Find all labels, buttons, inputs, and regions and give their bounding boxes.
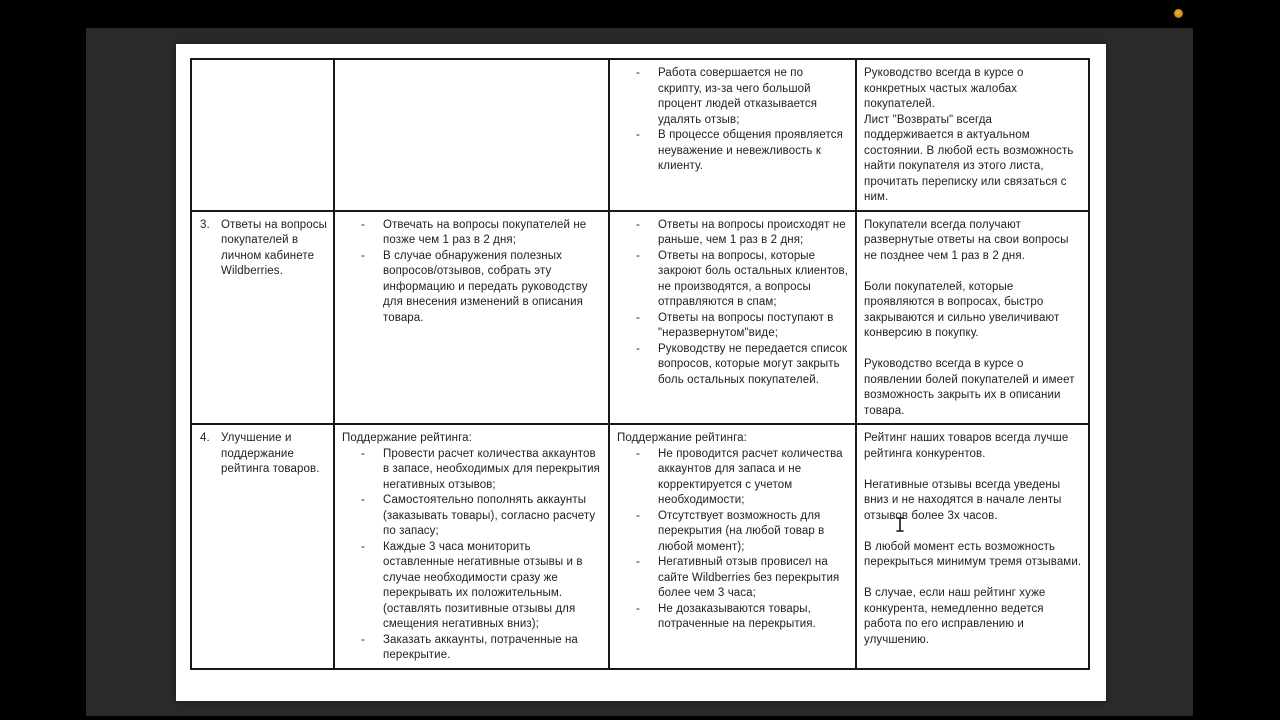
bullet-text: Отсутствует возможность для перекрытия (на любой товар в любой момент); — [658, 509, 825, 553]
table-row — [191, 424, 1089, 669]
bullet-item — [615, 342, 850, 389]
bullet-text: Ответы на вопросы поступают в "неразвернутом"виде; — [658, 311, 834, 339]
paragraph: Поддержание рейтинга: — [617, 432, 747, 444]
bullet-item — [615, 249, 850, 311]
policy-table-body — [191, 59, 1089, 669]
cell-violations[interactable] — [609, 424, 856, 669]
bullet-item — [340, 249, 603, 327]
bullet-text: Ответы на вопросы происходят не раньше, чем 1 раз в 2 дня; — [658, 218, 846, 246]
bullet-dash: - — [636, 129, 640, 141]
cell-outcomes[interactable] — [856, 211, 1089, 425]
paragraph: В любой момент есть возможность перекрыться минимум тремя отзывами. — [864, 540, 1082, 568]
bullet-text: Заказать аккаунты, потраченные на перекрытие. — [383, 633, 578, 661]
bullet-dash: - — [636, 509, 640, 522]
bullet-dash: - — [361, 218, 365, 231]
cell-violations[interactable] — [609, 211, 856, 425]
cell-duties[interactable] — [334, 59, 609, 211]
bullet-item — [615, 218, 850, 249]
bullet-text: Отвечать на вопросы покупателей не позже чем 1 раз в 2 дня; — [383, 218, 587, 246]
cell-duties[interactable] — [334, 424, 609, 669]
cell-outcomes[interactable] — [856, 59, 1089, 211]
bullet-text: Провести расчет количества аккаунтов в запасе, необходимых для перекрытия негативных отзывов; — [383, 447, 600, 491]
bullet-dash: - — [636, 556, 640, 568]
bullet-item — [340, 218, 603, 249]
bullet-item — [340, 633, 603, 664]
bullet-item — [615, 555, 850, 602]
bullet-text: Руководству не передается список вопросов, которые могут закрыть боль остальных покупателей. — [658, 342, 848, 386]
paragraph: Негативные отзывы всегда уведены вниз и не находятся в начале ленты отзывов более 3х часов. — [864, 478, 1062, 522]
bullet-dash: - — [636, 342, 640, 355]
cell-topic[interactable] — [191, 211, 334, 425]
bullet-text: Самостоятельно пополнять аккаунты (заказывать товары), согласно расчету по запасу; — [383, 494, 596, 537]
topic-title: Улучшение и поддержание рейтинга товаров. — [221, 432, 320, 475]
bullet-text: Ответы на вопросы, которые закроют боль остальных клиентов, не производятся, а вопросы отправляются в спам; — [658, 249, 848, 308]
app-window — [86, 28, 1193, 716]
paragraph: Руководство всегда в курсе о конкретных частых жалобах покупателей. — [864, 67, 1024, 110]
table-row — [191, 59, 1089, 211]
paragraph: Лист "Возвраты" всегда поддерживается в актуальном состоянии. В любой есть возможность найти покупателя из этого листа, прочитать переписку или связаться с ним. — [864, 113, 1074, 203]
bullet-dash: - — [636, 311, 640, 324]
bullet-text: В процессе общения проявляется неуважение и невежливость к клиенту. — [658, 129, 843, 172]
paragraph-gap — [862, 462, 1083, 478]
topic-item — [197, 431, 328, 478]
bullet-dash: - — [361, 494, 365, 506]
bullet-dash: - — [636, 447, 640, 460]
bullet-dash: - — [361, 447, 365, 460]
bullet-dash: - — [636, 249, 640, 262]
bullet-text: Работа совершается не по скрипту, из-за чего большой процент людей отказывается удалять отзыв; — [658, 67, 818, 126]
bullet-dash: - — [361, 633, 365, 646]
cell-topic[interactable] — [191, 424, 334, 669]
bullet-item — [615, 66, 850, 128]
paragraph: Руководство всегда в курсе о появлении болей покупателей и имеет возможность закрыть их в описании товара. — [864, 358, 1075, 417]
paragraph-gap — [862, 342, 1083, 358]
bullet-item — [615, 602, 850, 633]
recording-indicator-icon — [1174, 9, 1183, 18]
topic-number: 3. — [200, 218, 210, 231]
paragraph: Покупатели всегда получают развернутые ответы на свои вопросы не позднее чем 1 раз в 2 дня. — [864, 218, 1069, 262]
bullet-dash: - — [636, 67, 640, 79]
cell-outcomes[interactable] — [856, 424, 1089, 669]
bullet-item — [340, 447, 603, 494]
paragraph: Боли покупателей, которые проявляются в вопросах, быстро закрываются и сильно увеличивают конверсию в покупку. — [864, 280, 1060, 339]
document-page[interactable] — [176, 44, 1106, 701]
topic-title: Ответы на вопросы покупателей в личном кабинете Wildberries. — [221, 218, 327, 277]
bullet-text: Не дозаказываются товары, потраченные на перекрытия. — [658, 602, 816, 630]
bullet-text: Каждые 3 часа мониторить оставленные негативные отзывы и в случае необходимости сразу же перекрывать их положительным. (оставлять позитивные отзывы для смещения негативных вниз); — [383, 540, 583, 630]
paragraph-gap — [862, 571, 1083, 587]
bullet-item — [615, 509, 850, 556]
bullet-item — [615, 128, 850, 175]
policy-table — [190, 58, 1090, 670]
bullet-item — [340, 540, 603, 633]
cell-duties[interactable] — [334, 211, 609, 425]
paragraph: В случае, если наш рейтинг хуже конкурента, немедленно ведется работа по его исправлению и улучшению. — [864, 587, 1046, 646]
bullet-text: В случае обнаружения полезных вопросов/отзывов, собрать эту информацию и передать руководству для внесения изменений в описания товара. — [383, 249, 588, 324]
bullet-text: Не проводится расчет количества аккаунтов для запаса и не корректируется с учетом необходимости; — [658, 447, 843, 506]
cell-violations[interactable] — [609, 59, 856, 211]
table-row — [191, 211, 1089, 425]
bullet-text: Негативный отзыв провисел на сайте Wildberries без перекрытия более чем 3 часа; — [658, 556, 840, 599]
cell-topic[interactable] — [191, 59, 334, 211]
topic-item — [197, 218, 328, 280]
bullet-dash: - — [636, 218, 640, 231]
topic-number: 4. — [200, 432, 210, 444]
bullet-item — [615, 311, 850, 342]
bullet-dash: - — [361, 249, 365, 262]
bullet-item — [615, 447, 850, 509]
paragraph: Рейтинг наших товаров всегда лучше рейтинга конкурентов. — [864, 432, 1069, 460]
paragraph-gap — [862, 264, 1083, 280]
paragraph: Поддержание рейтинга: — [342, 432, 472, 444]
bullet-item — [340, 493, 603, 540]
text-cursor-ibeam-icon — [895, 517, 905, 532]
bullet-dash: - — [636, 602, 640, 615]
bullet-dash: - — [361, 540, 365, 553]
